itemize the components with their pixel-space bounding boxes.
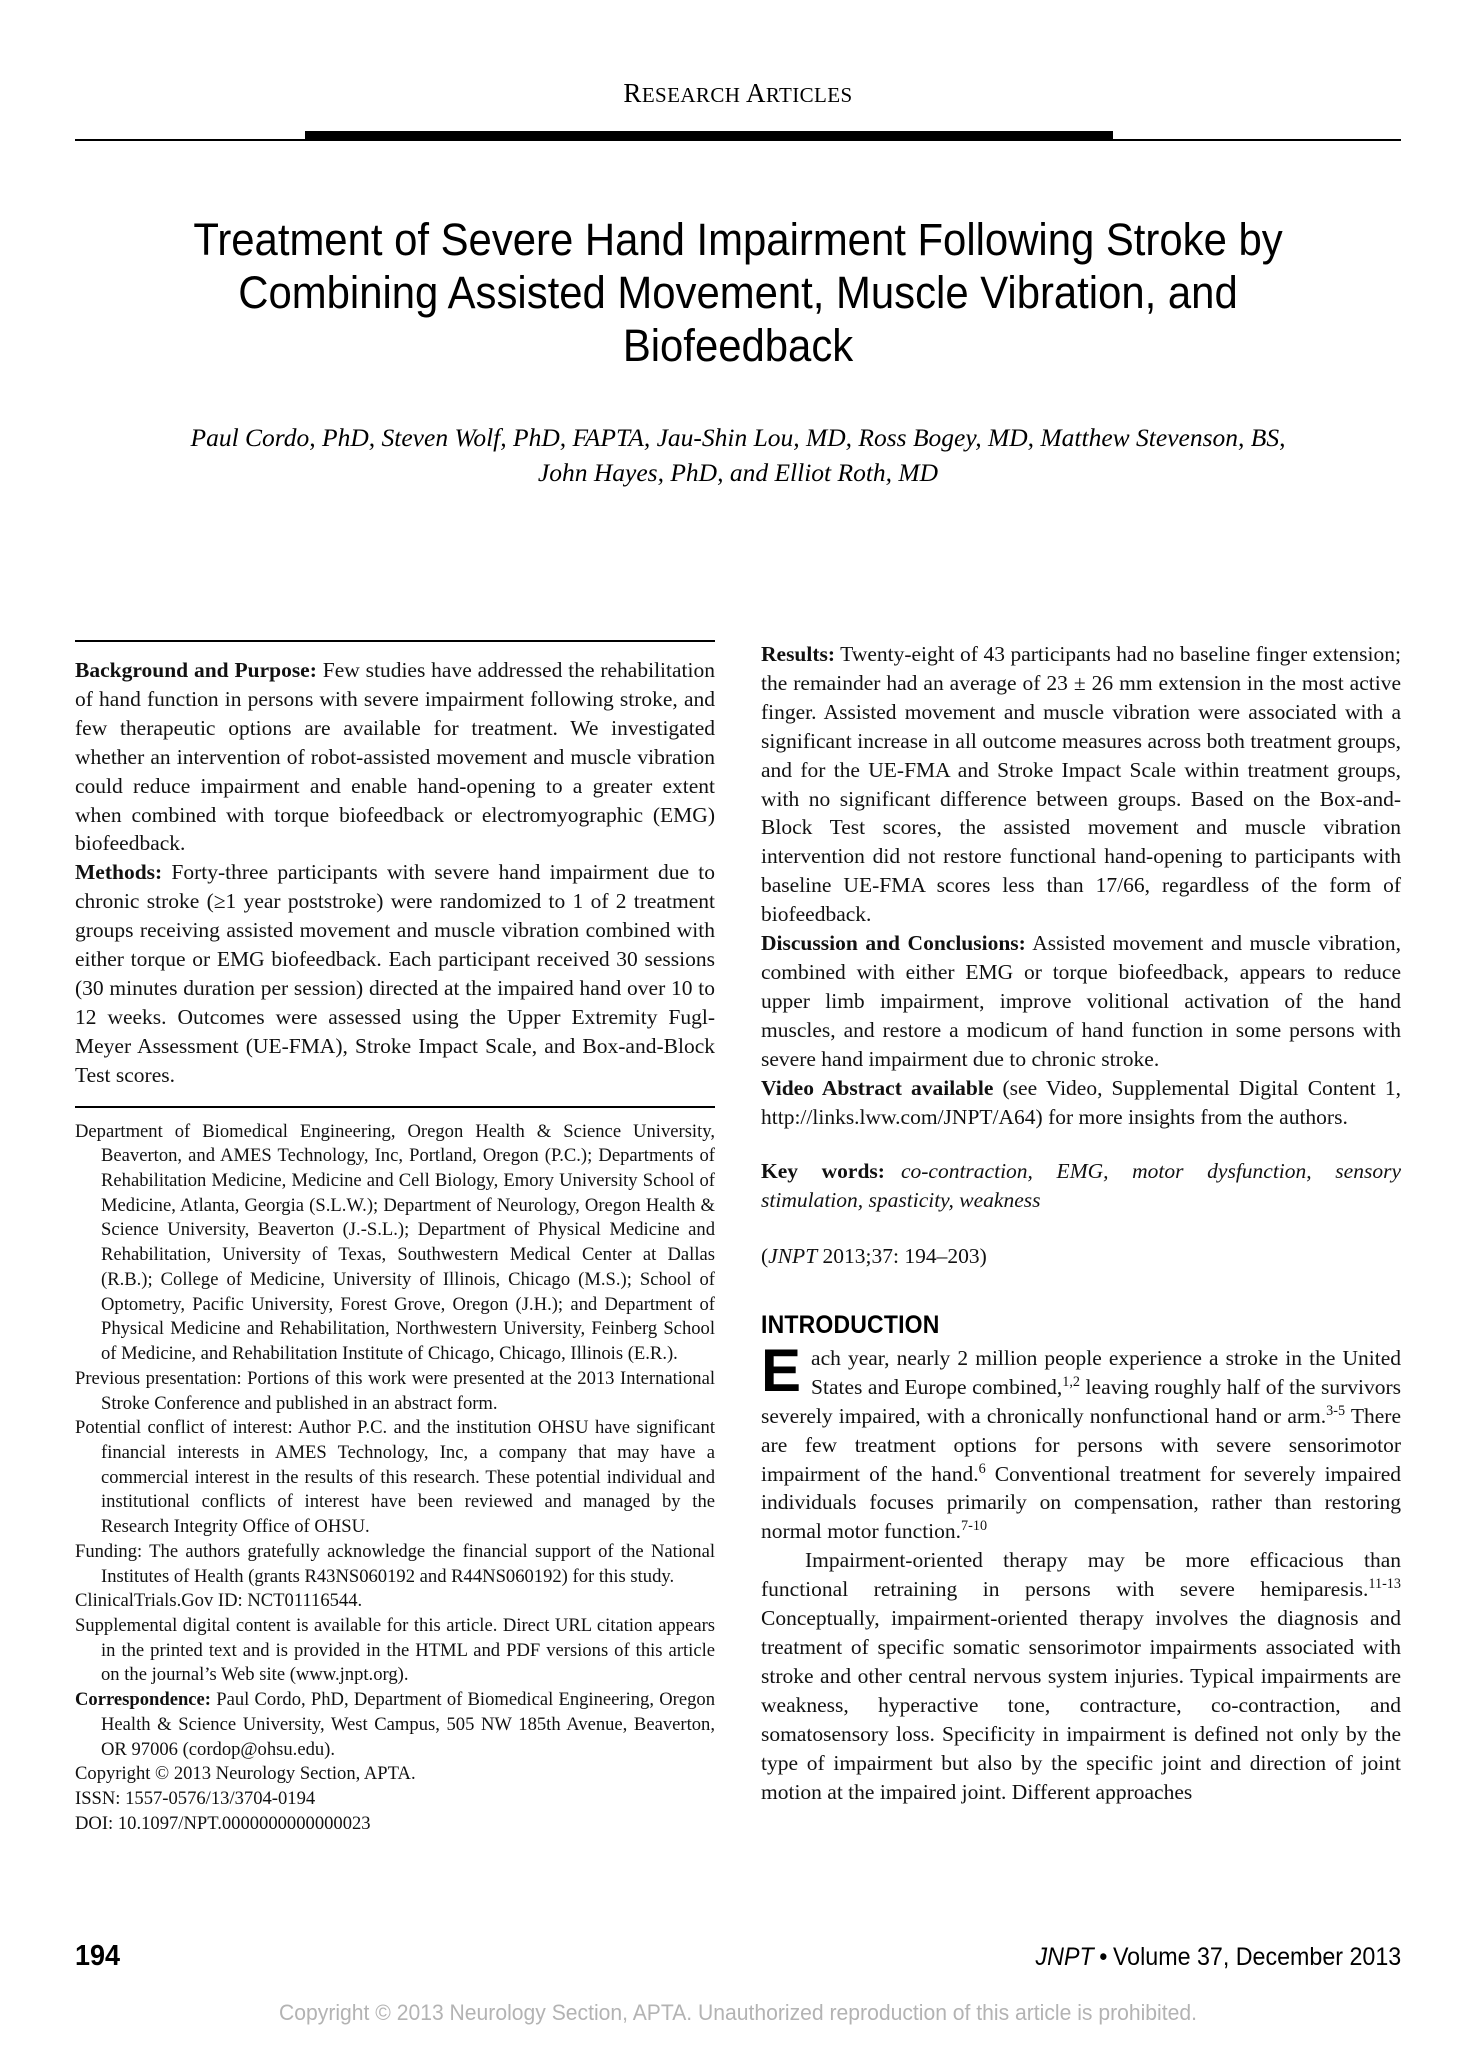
- abstract-background-text: Few studies have addressed the rehabilitation of hand function in persons with severe impairment following stroke, and few therapeutic options are available for treatment. We investigated whether an intervention of robot-assisted movement and muscle vibration could reduce impairment and enable hand-opening to a greater extent when combined with torque biofeedback or electromyographic (EMG) biofeedback.: [75, 658, 715, 856]
- footnote-correspondence: [75, 1688, 715, 1762]
- footnote-previous-presentation: Previous presentation: Portions of this work were presented at the 2013 International Stroke Conference and published in an abstract form.: [75, 1367, 715, 1414]
- intro-p1-segment-d: Conventional treatment for severely impaired individuals focuses primarily on compensation, rather than restoring normal motor function.: [761, 1461, 1401, 1544]
- imprint-doi: DOI: 10.1097/NPT.0000000000000023: [75, 1812, 371, 1834]
- author-line-1: Paul Cordo, PhD, Steven Wolf, PhD, FAPTA, Jau-Shin Lou, MD, Ross Bogey, MD, Matthew Stevenson, BS,: [190, 423, 1286, 453]
- abstract-discussion-paragraph: [761, 929, 1401, 1074]
- footer-separator: •: [1099, 1943, 1108, 1971]
- running-head-word1-rest: ESEARCH: [641, 83, 741, 107]
- abstract-results-text: Twenty-eight of 43 participants had no baseline finger extension; the remainder had an average of 23 ± 26 mm extension in the most active finger. Assisted movement and muscle vibration were associated with a significant increase in all outcome measures across both treatment groups, and for the UE-FMA and Stroke Impact Scale within treatment groups, with no significant difference between groups. Based on the Box-and-Block Test scores, the assisted movement and muscle vibration intervention did not restore functional hand-opening to participants with baseline UE-FMA scores less than 17/66, regardless of the form of biofeedback.: [761, 642, 1401, 927]
- running-head-word2-rest: RTICLES: [765, 83, 853, 107]
- keywords-label: Key words:: [761, 1159, 885, 1184]
- intro-p1-segment-a: Each year, nearly 2 million people experience a stroke in the United States and Europe combined,: [761, 1336, 1401, 1404]
- header-rule: [75, 125, 1401, 143]
- abstract-video-paragraph: [761, 1074, 1401, 1132]
- abstract-background-paragraph: [75, 656, 715, 858]
- footnote-conflict-of-interest: Potential conflict of interest: Author P.C. and the institution OHSU have significant financial interests in AMES Technology, Inc, a company that may have a commercial interest in the results of this research. These potential individual and institutional conflicts of interest have been reviewed and managed by the Research Integrity Office of OHSU.: [75, 1417, 715, 1538]
- page-number: 194: [75, 1940, 121, 1972]
- header-rule-thick: [305, 131, 1113, 141]
- abstract-background-label: Background and Purpose:: [75, 658, 317, 682]
- page-title: Treatment of Severe Hand Impairment Following Stroke by Combining Assisted Movement, Muscle Vibration, and Biofeedback: [193, 214, 1283, 372]
- introduction-paragraph-1: [761, 1336, 1402, 1546]
- footer-journal-name: JNPT: [1035, 1943, 1094, 1971]
- video-abstract-text: (see Video, Supplemental Digital Content 1, http://links.lww.com/JNPT/A64) for more insights from the authors.: [761, 1075, 1402, 1129]
- keywords-text: co-contraction, EMG, motor dysfunction, sensory stimulation, spasticity, weakness: [761, 1159, 1401, 1213]
- running-head: [75, 0, 1401, 109]
- footnote-rule: [75, 1106, 715, 1108]
- left-column: [75, 640, 715, 1836]
- intro-p2-segment-b: Conceptually, impairment-oriented therapy involves the diagnosis and treatment of specific somatic sensorimotor impairments associated with stroke and other central nervous system injuries. Typical impairments are weakness, hyperactive tone, contracture, co-contraction, and somatosensory loss. Specificity in impairment is defined not only by the type of impairment but also by the specific joint and direction of joint motion at the impaired joint. Different approaches: [761, 1606, 1401, 1804]
- imprint-copyright: Copyright © 2013 Neurology Section, APTA.: [75, 1763, 416, 1785]
- intro-p2-segment-a: Impairment-oriented therapy may be more efficacious than functional retraining in persons with severe hemiparesis.: [761, 1548, 1401, 1602]
- copyright-notice: Copyright © 2013 Neurology Section, APTA. Unauthorized reproduction of this article is prohibited.: [279, 2000, 1197, 2025]
- abstract-methods-text: Forty-three participants with severe hand impairment due to chronic stroke (≥1 year poststroke) were randomized to 1 of 2 treatment groups receiving assisted movement and muscle vibration combined with either torque or EMG biofeedback. Each participant received 30 sessions (30 minutes duration per session) directed at the impaired hand over 10 to 12 weeks. Outcomes were assessed using the Upper Extremity Fugl-Meyer Assessment (UE-FMA), Stroke Impact Scale, and Box-and-Block Test scores.: [75, 860, 715, 1087]
- video-abstract-label: Video Abstract available: [761, 1075, 994, 1100]
- abstract-discussion-text: Assisted movement and muscle vibration, combined with either EMG or torque biofeedback, appears to reduce upper limb impairment, improve volitional activation of the hand muscles, and restore a modicum of hand function in some persons with severe hand impairment due to chronic stroke.: [761, 931, 1401, 1071]
- intro-p1-ref-2: 3-5: [1326, 1402, 1346, 1419]
- page-footer: [75, 1940, 1401, 1973]
- intro-p1-ref-3: 6: [978, 1460, 986, 1477]
- author-line-2: John Hayes, PhD, and Elliot Roth, MD: [537, 458, 939, 488]
- citation-volume-pages: 2013;37: 194–203): [817, 1244, 987, 1268]
- citation-journal-name: JNPT: [768, 1244, 818, 1268]
- intro-p1-ref-1: 1,2: [1062, 1373, 1081, 1390]
- right-column: [761, 640, 1401, 1836]
- footnote-funding: Funding: The authors gratefully acknowledge the financial support of the National Institutes of Health (grants R43NS060192 and R44NS060192) for this study.: [75, 1540, 715, 1587]
- running-head-word2-cap: A: [745, 78, 766, 108]
- abstract-methods-label: Methods:: [75, 860, 163, 885]
- intro-p1-segment-c: There are few treatment options for persons with severe sensorimotor impairment of the hand.: [761, 1403, 1402, 1486]
- author-list: [95, 420, 1381, 490]
- journal-citation: (JNPT 2013;37: 194–203): [761, 1244, 987, 1268]
- introduction-paragraph-2: [761, 1546, 1401, 1806]
- footnote-supplemental-content: Supplemental digital content is available for this article. Direct URL citation appears in the printed text and is provided in the HTML and PDF versions of this article on the journal’s Web site (www.jnpt.org).: [75, 1614, 715, 1686]
- intro-p1-segment-b: leaving roughly half of the survivors severely impaired, with a chronically nonfunctional hand or arm.: [761, 1374, 1401, 1428]
- abstract-results-paragraph: [761, 640, 1401, 929]
- footer-journal-info: [1035, 1943, 1401, 1972]
- correspondence-label: Correspondence:: [75, 1689, 211, 1711]
- abstract-discussion-label: Discussion and Conclusions:: [761, 931, 1026, 956]
- imprint-issn: ISSN: 1557-0576/13/3704-0194: [75, 1788, 316, 1809]
- footnote-clinical-trials-id: ClinicalTrials.Gov ID: NCT01116544.: [75, 1590, 363, 1612]
- keywords-paragraph: [761, 1157, 1401, 1215]
- abstract-methods-paragraph: [75, 858, 715, 1089]
- running-head-word1-cap: R: [623, 78, 642, 108]
- two-column-body: [75, 640, 1401, 1836]
- footer-volume-text: Volume 37, December 2013: [1112, 1943, 1401, 1971]
- abstract-results-label: Results:: [761, 642, 836, 666]
- intro-p1-ref-4: 7-10: [961, 1518, 988, 1535]
- section-heading-introduction: INTRODUCTION: [761, 1310, 940, 1339]
- intro-p2-ref-1: 11-13: [1368, 1576, 1401, 1593]
- correspondence-text: Paul Cordo, PhD, Department of Biomedical Engineering, Oregon Health & Science University, West Campus, 505 NW 185th Avenue, Beaverton, OR 97006 (cordop@ohsu.edu).: [101, 1689, 715, 1760]
- footnote-affiliations: Department of Biomedical Engineering, Oregon Health & Science University, Beaverton, and AMES Technology, Inc, Portland, Oregon (P.C.); Departments of Rehabilitation Medicine, Medicine and Cell Biology, Emory University School of Medicine, Atlanta, Georgia (S.L.W.); Department of Neurology, Oregon Health & Science University, Beaverton (J.-S.L.); Department of Physical Medicine and Rehabilitation, University of Texas, Southwestern Medical Center at Dallas (R.B.); College of Medicine, University of Illinois, Chicago (M.S.); School of Optometry, Pacific University, Forest Grove, Oregon (J.H.); and Department of Physical Medicine and Rehabilitation, Northwestern University, Feinberg School of Medicine, and Rehabilitation Institute of Chicago, Chicago, Illinois (E.R.).: [75, 1120, 715, 1365]
- abstract-rule: [75, 640, 715, 642]
